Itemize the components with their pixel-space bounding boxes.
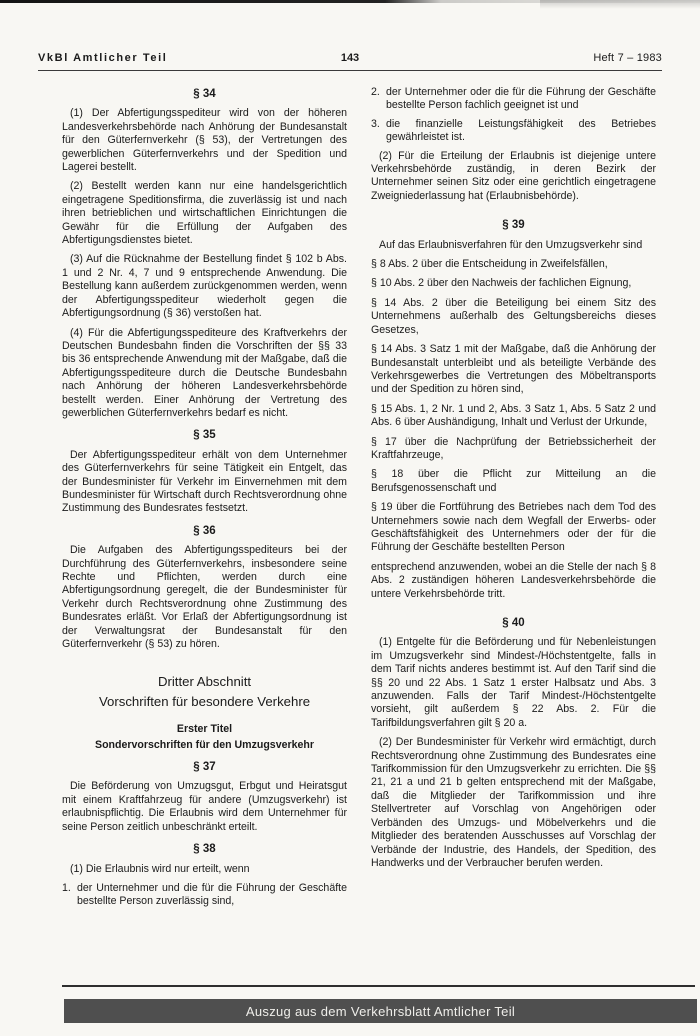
title-subheading: Sondervorschriften für den Umzugsverkehr (95, 738, 314, 751)
provision-paragraph: § 8 Abs. 2 über die Entscheidung in Zweifelsfällen, (371, 258, 608, 271)
page-header (38, 52, 662, 64)
list-item-text: der Unternehmer und die für die Führung der Geschäfte bestellte Person zuverlässig sind, (77, 881, 347, 908)
provision-paragraph: § 15 Abs. 1, 2 Nr. 1 und 2, Abs. 3 Satz 1, Abs. 5 Satz 2 und Abs. 6 über Aushändigung, Inhalt und Verlust der Urkunde, (371, 402, 656, 429)
chapter-subheading: Vorschriften für besondere Verkehre (98, 693, 311, 709)
list-item-text: die finanzielle Leistungsfähigkeit des Betriebes gewährleistet ist. (386, 117, 656, 144)
paragraph: (1) Der Abfertigungsspediteur wird von der höheren Landesverkehrsbehörde nach Anhörung der Bundesanstalt für den Güterfernverkehr (§ 53), der Vertretungen des gewerblichen Güterfernverkehrs und der Spedition und Lagerei bestellt. (62, 107, 347, 174)
paragraph: (1) Entgelte für die Beförderung und für Nebenleistungen im Umzugsverkehr sind Mindest-/Höchstentgelte, falls in dem Tarif nichts anderes bestimmt ist. Auf den Tarif sind die §§ 20 und 22 Abs. 1 Satz 1 erster Halbsatz und Abs. 3 anzuwenden. Falls der Tarif Mindest-/Höchstentgelte vorsieht, gilt außerdem § 22 Abs. 2. Für die Tarifbildungsverfahren gilt § 20 a. (371, 636, 656, 729)
paragraph: entsprechend anzuwenden, wobei an die Stelle der nach § 8 Abs. 2 zuständigen höheren Landesverkehrsbehörde die untere Verkehrsbehörde tritt. (371, 560, 656, 600)
document-body (62, 86, 656, 980)
section-heading: § 37 (193, 761, 216, 774)
list-item (371, 86, 656, 113)
list-item-text: der Unternehmer oder die für die Führung der Geschäfte bestellte Person fachlich geeignet ist und (386, 86, 656, 112)
paragraph: (2) Bestellt werden kann nur eine handelsgerichtlich eingetragene Speditionsfirma, die zuverlässig ist und nach ihren betrieblichen und wirtschaftlichen Einrichtungen die Gewähr für die Erfüllung der Aufgaben des Abfertigungsdienstes bietet. (62, 180, 347, 247)
section-heading: § 38 (193, 843, 216, 856)
footer-divider (62, 985, 695, 987)
page-number: 143 (340, 52, 360, 64)
list-item-number: 1. (62, 881, 71, 894)
paragraph: (2) Der Bundesminister für Verkehr wird ermächtigt, durch Rechtsverordnung ohne Zustimmung des Bundesrates eine Tarifkommission für den Umzugsverkehr zu errichten. Die §§ 21, 21 a und 21 b gelten entsprechend mit der Maßgabe, daß die Mitglieder der Tarifkommission und ihre Stellvertreter auf Vorschlag von Angehörigen oder Verbänden des Umzugs- und Möbelverkehrs und die Mitglieder des beratenden Ausschusses auf Vorschlag der Verbände der Industrie, des Handels, der Spedition, des Handwerks und der Verbraucher berufen werden. (371, 736, 656, 869)
left-column (62, 86, 347, 980)
paragraph: (3) Auf die Rücknahme der Bestellung findet § 102 b Abs. 1 und 2 Nr. 4, 7 und 9 entsprechende Anwendung. Die Bestellung kann außerdem zurückgenommen werden, wenn der Abfertigungsspediteur wiederholt gegen die Abfertigungsordnung (§ 36) verstoßen hat. (62, 253, 347, 320)
footer-banner-text: Auszug aus dem Verkehrsblatt Amtlicher Teil (245, 1003, 516, 1019)
section-heading: § 40 (502, 617, 525, 629)
section-heading: § 35 (193, 429, 216, 442)
issue-label: Heft 7 – 1983 (593, 52, 662, 64)
scan-smudge-artifact (540, 0, 700, 9)
title-heading: Erster Titel (176, 723, 233, 736)
paragraph: Der Abfertigungsspediteur erhält von dem Unternehmer des Güterfernverkehrs für seine Tätigkeit ein Entgelt, das der Bundesminister für Verkehr im Einvernehmen mit dem Bundesminister für Wirtschaft durch Rechtsverordnung ohne Zustimmung des Bundesrates festsetzt. (62, 448, 347, 515)
paragraph: Die Beförderung von Umzugsgut, Erbgut und Heiratsgut mit einem Kraftfahrzeug für andere (Umzugsverkehr) ist erlaubnispflichtig. Die Erlaubnis wird dem Unternehmer für seine Person zeitlich unbeschränkt erteilt. (62, 780, 347, 833)
section-heading: § 39 (502, 219, 525, 232)
provision-paragraph: § 19 über die Fortführung des Betriebes nach dem Tod des Unternehmers sowie nach dem Wegfall der Erwerbs- oder Geschäftsfähigkeit des Unternehmers oder der für die Führung der Geschäfte bestellten Person (371, 501, 656, 554)
paragraph: (1) Die Erlaubnis wird nur erteilt, wenn (70, 862, 250, 875)
provision-paragraph: § 14 Abs. 2 über die Beteiligung bei einem Sitz des Unternehmens außerhalb des Geltungsbereichs dieses Gesetzes, (371, 296, 656, 336)
chapter-heading: Dritter Abschnitt (157, 674, 252, 690)
list-item-number: 3. (371, 117, 380, 130)
paragraph: Auf das Erlaubnisverfahren für den Umzugsverkehr sind (379, 238, 643, 251)
list-item-number: 2. (371, 86, 380, 98)
section-heading: § 34 (193, 88, 216, 100)
provision-paragraph: § 14 Abs. 3 Satz 1 mit der Maßgabe, daß die Anhörung der Bundesanstalt unterbleibt und als beteiligte Verbände des Verkehrsgewerbes die Vertretungen des Möbeltransports und der Spedition zu hören sind, (371, 343, 656, 396)
paragraph: (4) Für die Abfertigungsspediteure des Kraftverkehrs der Deutschen Bundesbahn finden die Vorschriften der §§ 33 bis 36 entsprechende Anwendung mit der Maßgabe, daß die Abfertigungsspediteure durch die Deutsche Bundesbahn nach Anhörung der höheren Landesverkehrsbehörde bestellt werden. Einer Anhörung der Vertretung des gewerblichen Güterfernverkehrs bedarf es nicht. (62, 326, 347, 419)
list-item (62, 882, 347, 909)
provision-paragraph: § 10 Abs. 2 über den Nachweis der fachlichen Eignung, (371, 277, 632, 290)
paragraph: (2) Für die Erteilung der Erlaubnis ist diejenige untere Verkehrsbehörde zuständig, in deren Bezirk der Unternehmer seinen Sitz oder eine gerichtlich eingetragene Zweigniederlassung hat (Erlaubnisbehörde). (371, 149, 656, 202)
right-column (371, 86, 656, 980)
list-item (371, 118, 656, 145)
provision-paragraph: § 17 über die Nachprüfung der Betriebssicherheit der Kraftfahrzeuge, (371, 435, 656, 461)
journal-title: VkBl Amtlicher Teil (38, 52, 168, 64)
provision-paragraph: § 18 über die Pflicht zur Mitteilung an die Berufsgenossenschaft und (371, 468, 656, 494)
paragraph: Die Aufgaben des Abfertigungsspediteurs bei der Durchführung des Güterfernverkehrs, insbesondere seine Rechte und Pflichten, werden durch eine Abfertigungsordnung geregelt, die der Bundesminister für Verkehr durch Rechtsverordnung ohne Zustimmung des Bundesrates erläßt. Vor Erlaß der Abfertigungsordnung ist der Verwaltungsrat der Bundesanstalt für den Güterfernverkehr (§ 53) zu hören. (62, 544, 347, 651)
footer-banner (64, 999, 697, 1023)
header-divider (38, 70, 662, 71)
section-heading: § 36 (193, 524, 216, 537)
